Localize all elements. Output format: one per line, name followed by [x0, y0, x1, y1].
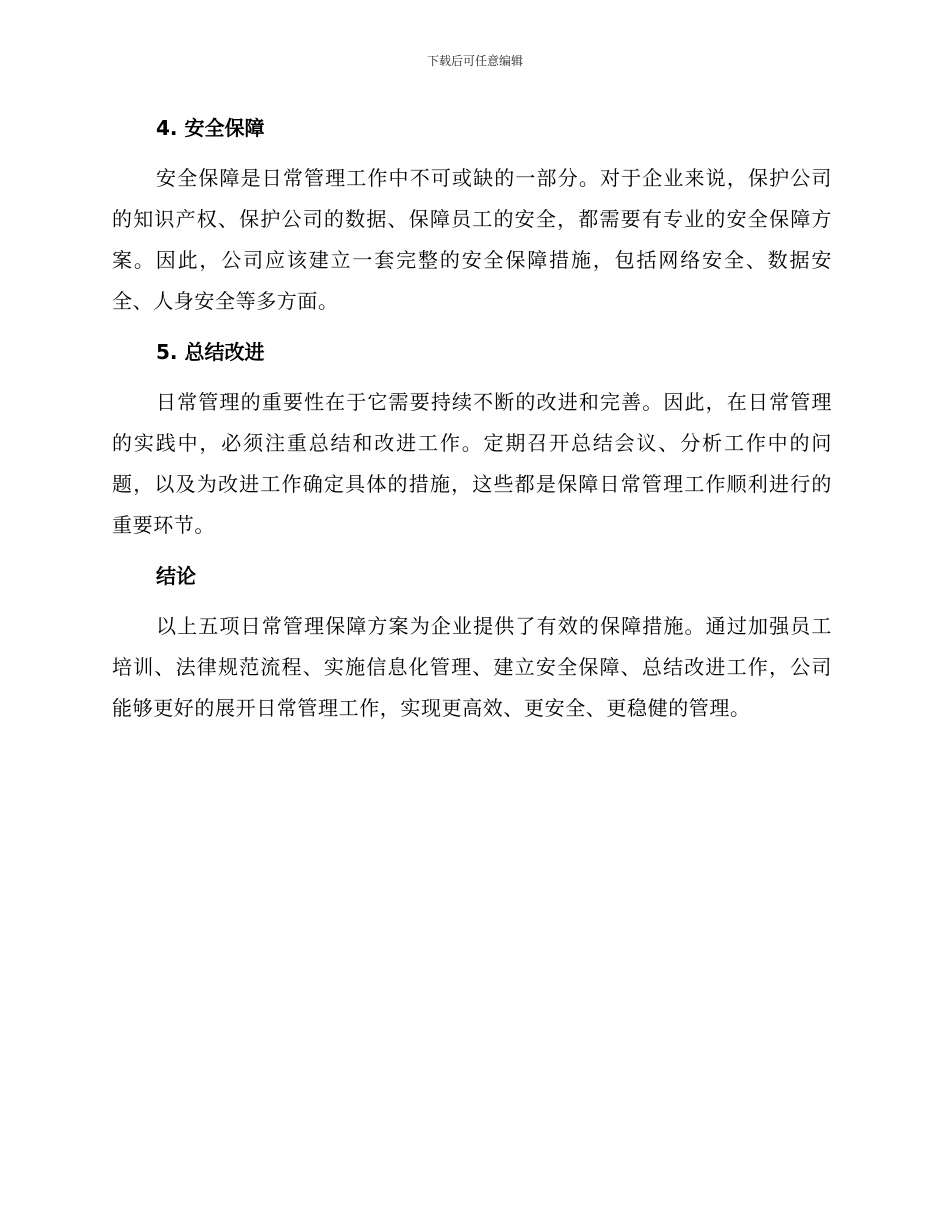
- section-paragraph-conclusion: 以上五项日常管理保障方案为企业提供了有效的保障措施。通过加强员工培训、法律规范流程、实施信息化管理、建立安全保障、总结改进工作，公司能够更好的展开日常管理工作，实现更高效、更安全、更稳健的管理。: [112, 614, 832, 720]
- section-heading-security: 4. 安全保障: [156, 116, 265, 140]
- section-paragraph-security: 安全保障是日常管理工作中不可或缺的一部分。对于企业来说，保护公司的知识产权、保护公司的数据、保障员工的安全，都需要有专业的安全保障方案。因此，公司应该建立一套完整的安全保障措施，包括网络安全、数据安全、人身安全等多方面。: [112, 166, 832, 313]
- section-heading-conclusion: 结论: [156, 564, 196, 588]
- document-body: [112, 108, 832, 739]
- section-paragraph-summary: 日常管理的重要性在于它需要持续不断的改进和完善。因此，在日常管理的实践中，必须注重总结和改进工作。定期召开总结会议、分析工作中的问题，以及为改进工作确定具体的措施，这些都是保障日常管理工作顺利进行的重要环节。: [112, 390, 832, 537]
- section-heading-summary: 5. 总结改进: [156, 340, 265, 364]
- page-header: 下载后可任意编辑: [426, 54, 523, 68]
